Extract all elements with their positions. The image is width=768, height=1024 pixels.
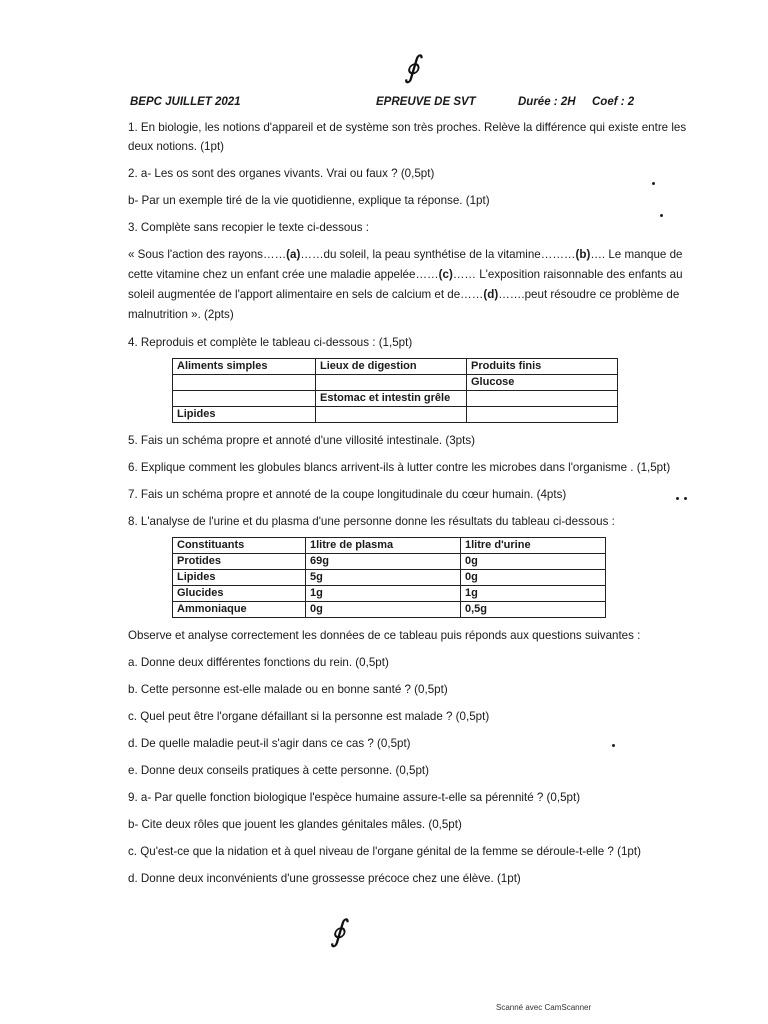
table-row: [173, 391, 618, 407]
question-9c: c. Qu'est-ce que la nidation et à quel niveau de l'organe génital de la femme se déroule-t-elle ? (1pt): [128, 845, 641, 858]
blank-c: (c): [438, 268, 453, 281]
table-header-cell: Lieux de digestion: [316, 359, 467, 375]
exam-questions: [128, 118, 692, 896]
question-9a: 9. a- Par quelle fonction biologique l'espèce humaine assure-t-elle sa pérennité ? (0,5pt): [128, 791, 581, 804]
q3-text-part-3: …. Le manque de cette vitamine chez un enfant crée une maladie appelée……: [128, 248, 683, 281]
question-8: 8. L'analyse de l'urine et du plasma d'une personne donne les résultats du tableau ci-dessous :: [128, 515, 615, 528]
table-row: [173, 375, 618, 391]
blank-d: (d): [483, 288, 499, 301]
table-cell: 0,5g: [461, 602, 606, 618]
handwritten-mark-top: ∮: [404, 50, 420, 85]
table-cell: Glucose: [467, 375, 618, 391]
q3-text-part-1: « Sous l'action des rayons……: [128, 248, 287, 261]
table-cell: Lipides: [173, 407, 316, 423]
table-cell: 0g: [306, 602, 461, 618]
question-8d: d. De quelle maladie peut-il s'agir dans ce cas ? (0,5pt): [128, 737, 411, 750]
table-cell: 69g: [306, 554, 461, 570]
digestion-table: [172, 358, 618, 423]
table-header-cell: Aliments simples: [173, 359, 316, 375]
blank-b: (b): [575, 248, 591, 261]
table-cell: [467, 391, 618, 407]
scan-speck: [684, 497, 687, 500]
question-2a: 2. a- Les os sont des organes vivants. Vrai ou faux ? (0,5pt): [128, 167, 435, 180]
analysis-table: [172, 537, 606, 618]
table-cell: [173, 391, 316, 407]
exam-session: BEPC JUILLET 2021: [130, 96, 241, 108]
question-1: 1. En biologie, les notions d'appareil et de système son très proches. Relève la différence qui existe entre les deux notions. (1pt): [128, 121, 687, 153]
table-header-cell: 1litre d'urine: [461, 538, 606, 554]
table-header-cell: 1litre de plasma: [306, 538, 461, 554]
exam-subject: EPREUVE DE SVT: [376, 96, 476, 108]
table-cell: Estomac et intestin grêle: [316, 391, 467, 407]
question-8b: b. Cette personne est-elle malade ou en bonne santé ? (0,5pt): [128, 683, 448, 696]
table-cell: Protides: [173, 554, 306, 570]
handwritten-mark-bottom: ∮: [330, 914, 346, 949]
question-2b: b- Par un exemple tiré de la vie quotidienne, explique ta réponse. (1pt): [128, 194, 490, 207]
table-cell: 0g: [461, 554, 606, 570]
question-6: 6. Explique comment les globules blancs arrivent-ils à lutter contre les microbes dans l'organisme . (1,5pt): [128, 461, 671, 474]
question-9b: b- Cite deux rôles que jouent les glandes génitales mâles. (0,5pt): [128, 818, 462, 831]
scanner-watermark: Scanné avec CamScanner: [496, 1003, 592, 1012]
table-header-row: [173, 359, 618, 375]
table-cell: [316, 375, 467, 391]
table-row: [173, 407, 618, 423]
table-cell: 1g: [461, 586, 606, 602]
blank-a: (a): [286, 248, 301, 261]
table-cell: 1g: [306, 586, 461, 602]
q3-text-part-5: …….peut résoudre ce problème de malnutrition ». (2pts): [128, 288, 680, 321]
table-row: [173, 586, 606, 602]
scan-speck: [652, 182, 655, 185]
question-8e: e. Donne deux conseils pratiques à cette personne. (0,5pt): [128, 764, 429, 777]
table-cell: 5g: [306, 570, 461, 586]
table-header-cell: Produits finis: [467, 359, 618, 375]
question-9d: d. Donne deux inconvénients d'une grossesse précoce chez une élève. (1pt): [128, 872, 521, 885]
scan-speck: [612, 744, 615, 747]
table-cell: Ammoniaque: [173, 602, 306, 618]
table-cell: [316, 407, 467, 423]
scan-speck: [660, 214, 663, 217]
table-cell: [173, 375, 316, 391]
table-row: [173, 602, 606, 618]
question-8a: a. Donne deux différentes fonctions du rein. (0,5pt): [128, 656, 389, 669]
question-3: 3. Complète sans recopier le texte ci-dessous :: [128, 221, 370, 234]
question-8-intro: Observe et analyse correctement les données de ce tableau puis réponds aux questions suivantes :: [128, 629, 641, 642]
table-row: [173, 554, 606, 570]
question-4: 4. Reproduis et complète le tableau ci-dessous : (1,5pt): [128, 336, 413, 349]
exam-coefficient: Coef : 2: [592, 96, 635, 108]
scan-speck: [676, 497, 679, 500]
table-row: [173, 570, 606, 586]
q3-text-part-2: ……du soleil, la peau synthétise de la vitamine………: [300, 248, 576, 261]
question-7: 7. Fais un schéma propre et annoté de la coupe longitudinale du cœur humain. (4pts): [128, 488, 567, 501]
table-cell: 0g: [461, 570, 606, 586]
exam-duration: Durée : 2H: [518, 96, 576, 108]
question-5: 5. Fais un schéma propre et annoté d'une villosité intestinale. (3pts): [128, 434, 475, 447]
question-3-text: [128, 245, 692, 325]
table-cell: Lipides: [173, 570, 306, 586]
q3-text-part-4: …… L'exposition raisonnable des enfants au soleil augmentée de l'apport alimentaire en sels de calcium et de……: [128, 268, 683, 301]
table-cell: [467, 407, 618, 423]
question-8c: c. Quel peut être l'organe défaillant si la personne est malade ? (0,5pt): [128, 710, 490, 723]
table-cell: Glucides: [173, 586, 306, 602]
table-header-cell: Constituants: [173, 538, 306, 554]
table-header-row: [173, 538, 606, 554]
